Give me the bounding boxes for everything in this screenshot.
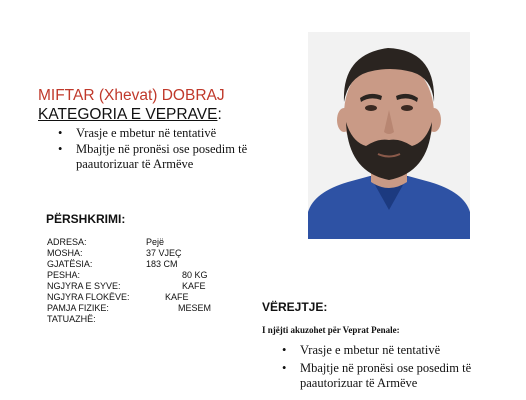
list-item: • Mbajtje në pronësi ose posedim të paautorizuar të Armëve: [58, 142, 283, 172]
field-value-weight: 80 KG: [182, 270, 208, 280]
person-name: MIFTAR (Xhevat) DOBRAJ: [38, 87, 225, 104]
field-value-height: 183 CM: [146, 259, 178, 269]
remarks-list: [282, 343, 497, 394]
field-label-physical-appearance: PAMJA FIZIKE:: [47, 303, 109, 313]
accused-statement: I njëjti akuzohet për Veprat Penale:: [262, 325, 400, 335]
description-heading: PËRSHKRIMI:: [46, 212, 126, 226]
field-label-eye-color: NGJYRA E SYVE:: [47, 281, 121, 291]
field-value-hair-color: KAFE: [165, 292, 189, 302]
field-label-address: ADRESA:: [47, 237, 87, 247]
field-label-height: GJATËSIA:: [47, 259, 93, 269]
list-item: • Vrasje e mbetur në tentativë: [282, 343, 497, 358]
category-heading-text: KATEGORIA E VEPRAVE: [38, 106, 218, 123]
category-heading-colon: :: [217, 106, 222, 123]
list-item: • Mbajtje në pronësi ose posedim të paautorizuar të Armëve: [282, 361, 497, 391]
person-photo-icon: [308, 32, 470, 239]
field-value-age: 37 VJEÇ: [146, 248, 182, 258]
category-list: [58, 126, 283, 173]
field-label-tattoo: TATUAZHË:: [47, 314, 96, 324]
field-value-address: Pejë: [146, 237, 165, 247]
field-label-weight: PESHA:: [47, 270, 81, 280]
list-item: • Vrasje e mbetur në tentativë: [58, 126, 283, 141]
person-photo: [308, 32, 470, 239]
field-value-eye-color: KAFE: [182, 281, 206, 291]
field-value-physical-appearance: MESEM: [178, 303, 212, 313]
category-heading: [38, 106, 222, 124]
field-label-age: MOSHA:: [47, 248, 83, 258]
field-label-hair-color: NGJYRA FLOKËVE:: [47, 292, 130, 302]
remarks-heading: VËREJTJE:: [262, 300, 328, 314]
